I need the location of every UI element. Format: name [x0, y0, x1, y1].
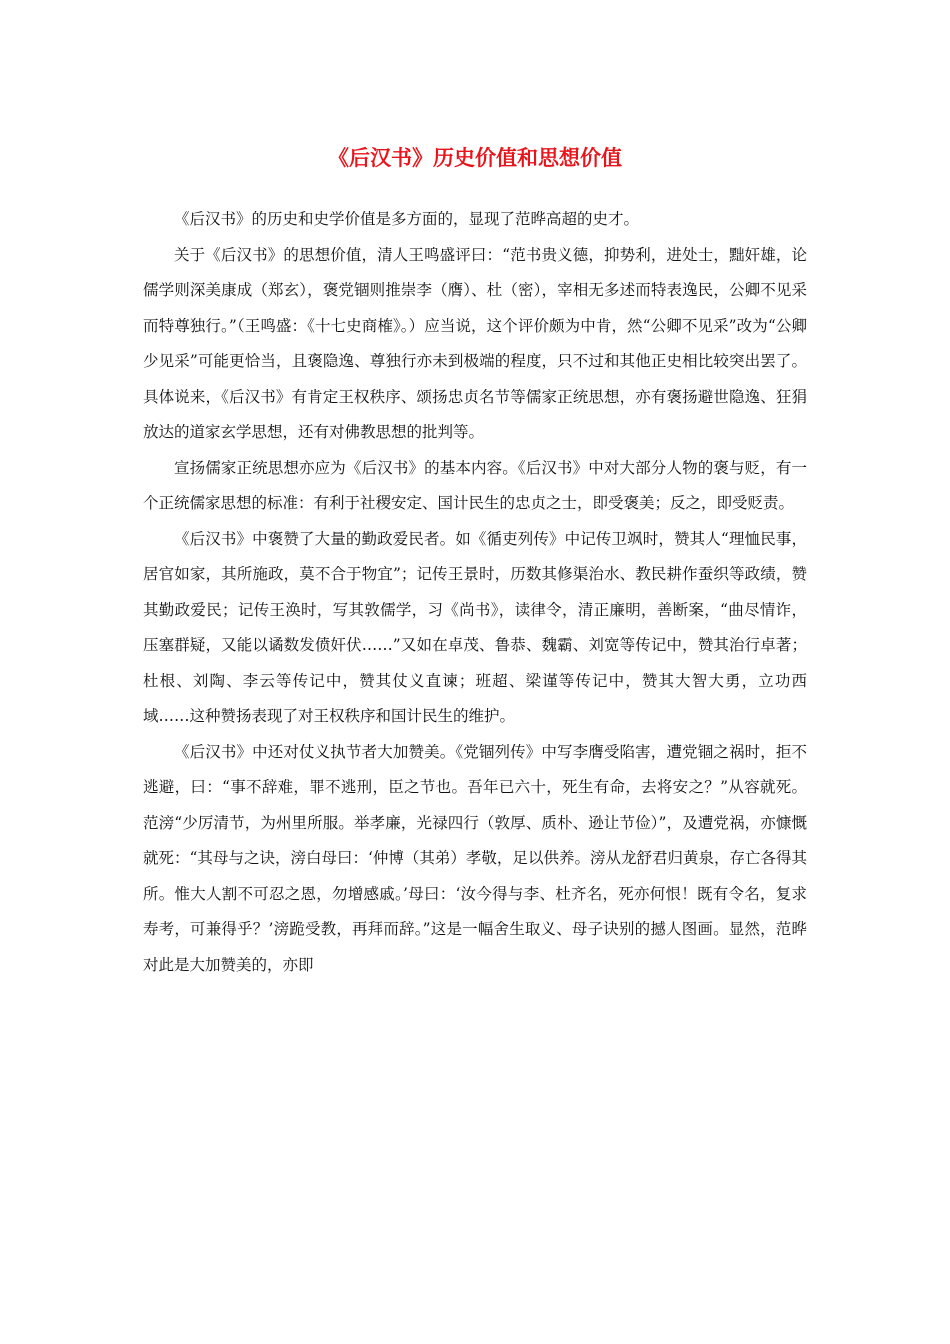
paragraph: 《后汉书》中还对仗义执节者大加赞美。《党锢列传》中写李膺受陷害，遭党锢之祸时，拒不逃避，曰：“事不辞难，罪不逃刑，臣之节也。吾年已六十，死生有命，去将安之？”从容就死。范滂“少厉清节，为州里所服。举孝廉，光禄四行（敦厚、质朴、逊让节俭）”，及遭党祸，亦慷慨就死：“其母与之诀，滂白母曰：‘仲博（其弟）孝敬，足以供养。滂从龙舒君归黄泉，存亡各得其所。惟大人割不可忍之恩，勿增感戚。’母曰：‘汝今得与李、杜齐名，死亦何恨！既有令名，复求寿考，可兼得乎？’滂跪受教，再拜而辞。”这是一幅舍生取义、母子诀别的撼人图画。显然，范晔对此是大加赞美的，亦即	[143, 742, 807, 974]
paragraph: 《后汉书》的历史和史学价值是多方面的，显现了范晔高超的史才。	[174, 210, 640, 228]
paragraph: 关于《后汉书》的思想价值，清人王鸣盛评曰：“范书贵义德，抑势利，进处士，黜奸雄，论儒学则深美康成（郑玄），褒党锢则推崇李（膺）、杜（密），宰相无多述而特表逸民，公卿不见采而特尊独行。”（王鸣盛：《十七史商榷》。）应当说，这个评价颇为中肯，然“公卿不见采”改为“公卿少见采”可能更恰当，且褒隐逸、尊独行亦未到极端的程度，只不过和其他正史相比较突出罢了。具体说来，《后汉书》有肯定王权秩序、颂扬忠贞名节等儒家正统思想，亦有褒扬避世隐逸、狂狷放达的道家玄学思想，还有对佛教思想的批判等。	[143, 245, 807, 441]
paragraph: 《后汉书》中褒赞了大量的勤政爱民者。如《循吏列传》中记传卫飒时，赞其人“理恤民事，居官如家，其所施政，莫不合于物宜”；记传王景时，历数其修渠治水、教民耕作蚕织等政绩，赞其勤政爱民；记传王涣时，写其敦儒学，习《尚书》，读律令，清正廉明，善断案，“曲尽情诈，压塞群疑，又能以谲数发偾奸伏……”又如在卓茂、鲁恭、魏霸、刘宽等传记中，赞其治行卓著；杜根、刘陶、李云等传记中，赞其仗义直谏；班超、梁谨等传记中，赞其大智大勇，立功西域……这种赞扬表现了对王权秩序和国计民生的维护。	[143, 529, 807, 725]
paragraph: 宣扬儒家正统思想亦应为《后汉书》的基本内容。《后汉书》中对大部分人物的褒与贬，有一个正统儒家思想的标准：有利于社稷安定、国计民生的忠贞之士，即受褒美；反之，即受贬责。	[143, 458, 807, 512]
document-body	[143, 202, 807, 983]
document-title: 《后汉书》历史价值和思想价值	[328, 145, 622, 170]
